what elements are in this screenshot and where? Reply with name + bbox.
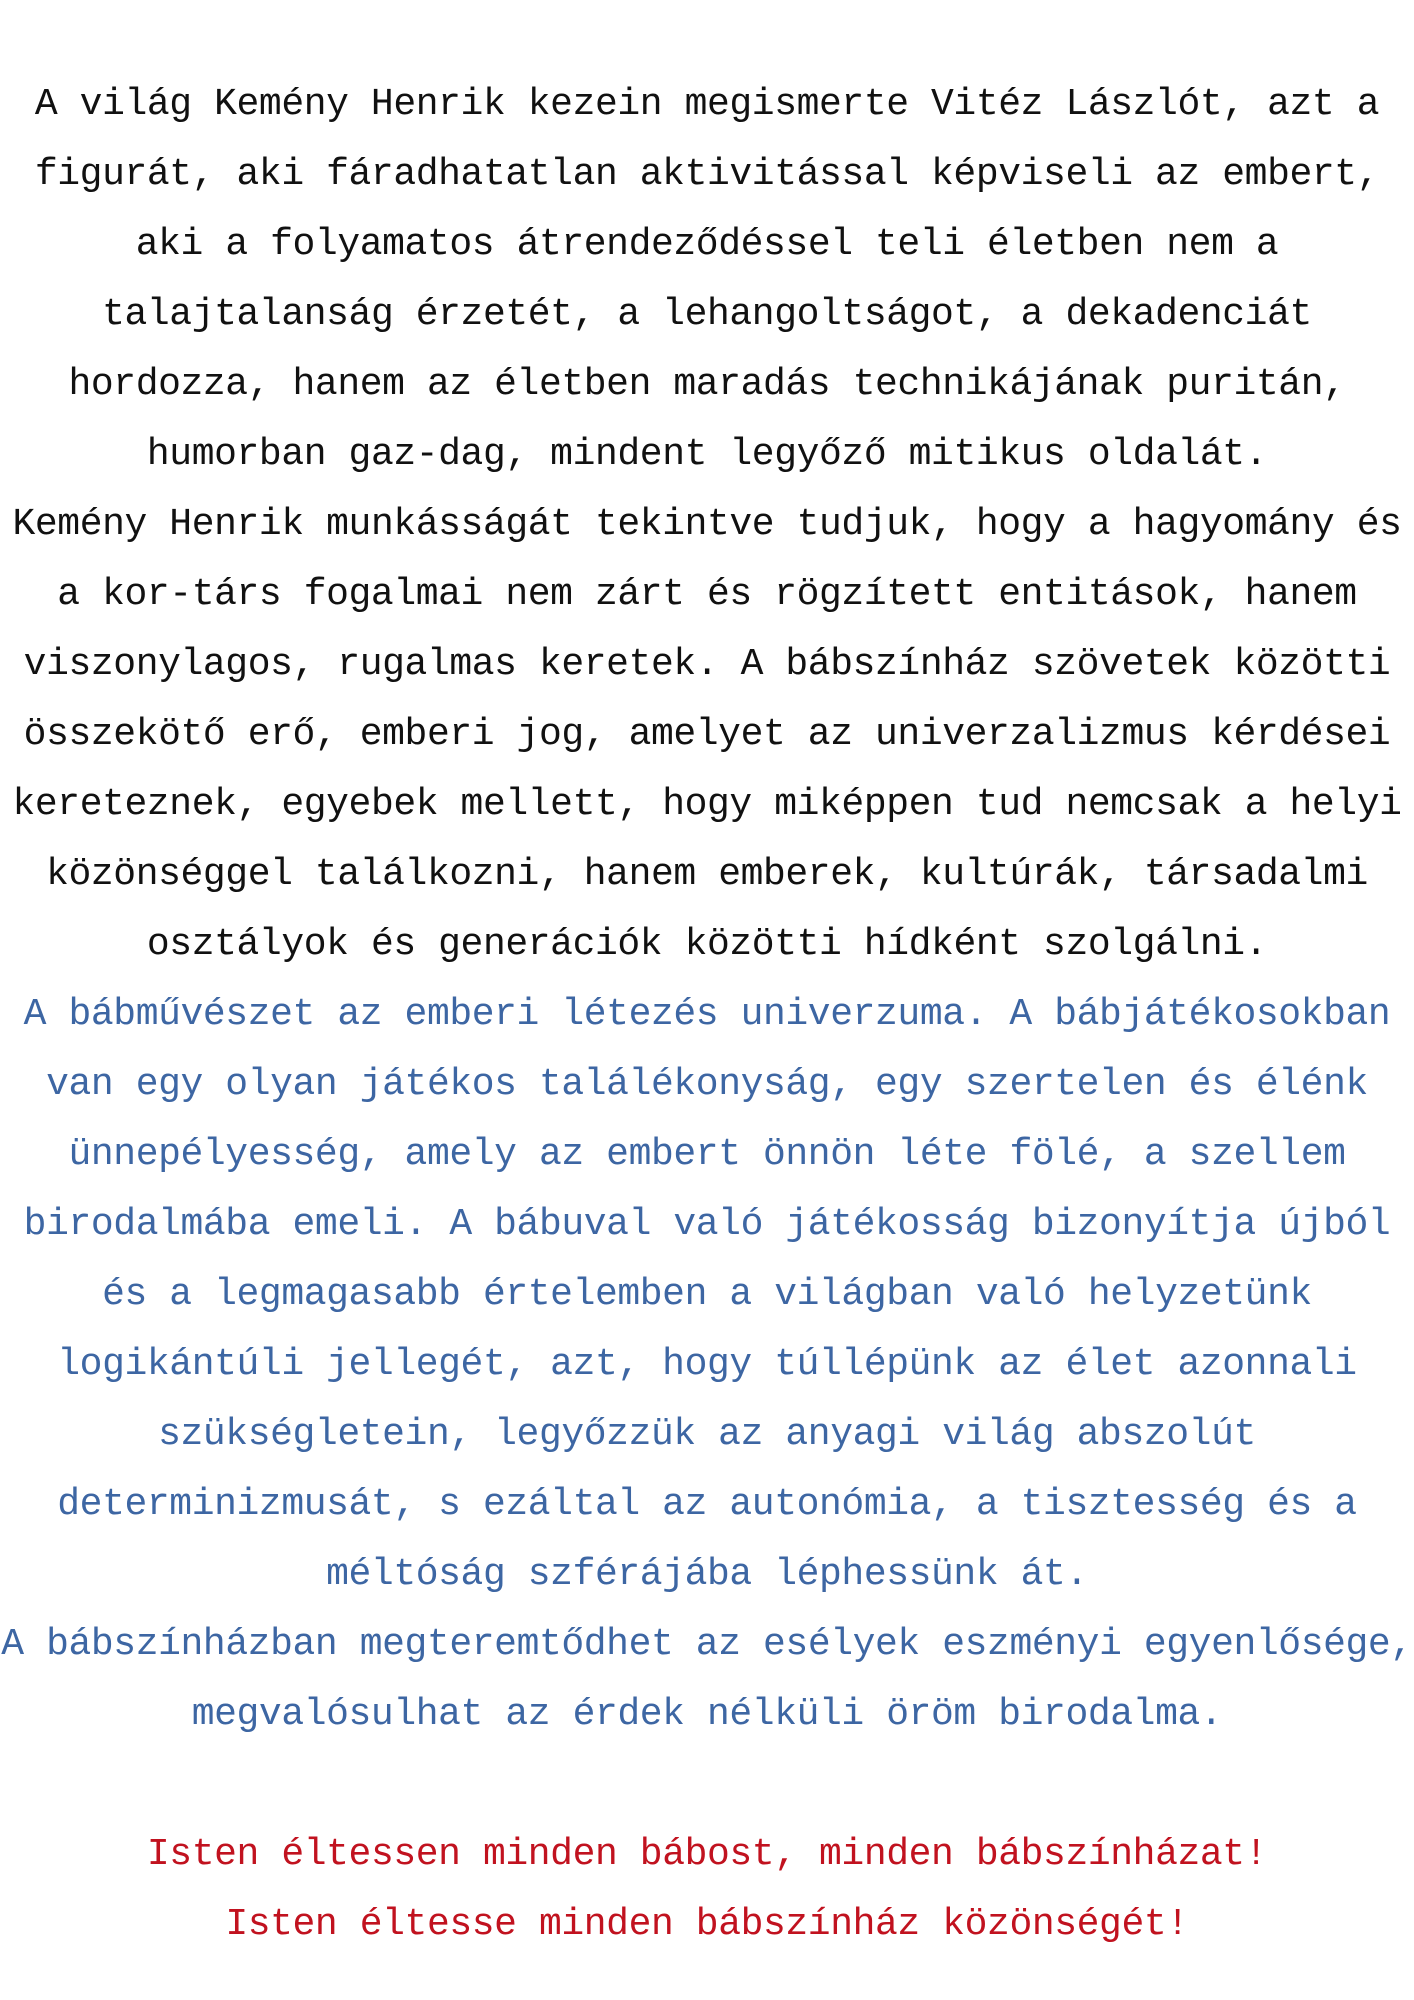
- text-line: ünnepélyesség, amely az embert önnön léte fölé, a szellem: [68, 1133, 1346, 1176]
- text-line: közönséggel találkozni, hanem emberek, kultúrák, társadalmi: [46, 853, 1368, 896]
- text-line: Isten éltesse minden bábszínház közönségét!: [225, 1903, 1189, 1946]
- paragraph-hagyomany: [0, 490, 1414, 980]
- text-line: logikántúli jellegét, azt, hogy túllépünk az élet azonnali: [57, 1343, 1357, 1386]
- text-line: hordozza, hanem az életben maradás technikájának puritán,: [68, 363, 1346, 406]
- text-line: kereteznek, egyebek mellett, hogy miképpen tud nemcsak a helyi: [12, 783, 1402, 826]
- paragraph-babszinhazban: [0, 1610, 1414, 1750]
- text-line: aki a folyamatos átrendeződéssel teli életben nem a: [135, 223, 1279, 266]
- text-line: humorban gaz-dag, mindent legyőző mitikus oldalát.: [146, 433, 1268, 476]
- text-line: viszonylagos, rugalmas keretek. A bábszínház szövetek közötti: [23, 643, 1391, 686]
- closing-blessing: [0, 1820, 1414, 1960]
- blank-line: [0, 1750, 1414, 1820]
- text-line: A bábművészet az emberi létezés univerzuma. A bábjátékosokban: [23, 993, 1391, 1036]
- text-line: birodalmába emeli. A bábuval való játékosság bizonyítja újból: [23, 1203, 1391, 1246]
- text-line: méltóság szférájába léphessünk át.: [326, 1553, 1088, 1596]
- text-line: figurát, aki fáradhatatlan aktivitással képviseli az embert,: [34, 153, 1380, 196]
- text-line: szükségletein, legyőzzük az anyagi világ abszolút: [158, 1413, 1256, 1456]
- text-line: osztályok és generációk közötti hídként szolgálni.: [146, 923, 1268, 966]
- text-line: determinizmusát, s ezáltal az autonómia, a tisztesség és a: [57, 1483, 1357, 1526]
- paragraph-babmuveszet: [0, 980, 1414, 1610]
- text-line: összekötő erő, emberi jog, amelyet az univerzalizmus kérdései: [23, 713, 1391, 756]
- paragraph-vitez-laszlo: [0, 70, 1414, 490]
- text-line: van egy olyan játékos találékonyság, egy szertelen és élénk: [46, 1063, 1368, 1106]
- text-line: és a legmagasabb értelemben a világban való helyzetünk: [102, 1273, 1312, 1316]
- text-line: Isten éltessen minden bábost, minden bábszínházat!: [146, 1833, 1268, 1876]
- text-line: A világ Kemény Henrik kezein megismerte Vitéz Lászlót, azt a: [34, 83, 1380, 126]
- text-line: A bábszínházban megteremtődhet az esélyek eszményi egyenlősége,: [1, 1623, 1413, 1666]
- text-line: talajtalanság érzetét, a lehangoltságot, a dekadenciát: [102, 293, 1312, 336]
- text-line: Kemény Henrik munkásságát tekintve tudjuk, hogy a hagyomány és: [12, 503, 1402, 546]
- text-line: megvalósulhat az érdek nélküli öröm birodalma.: [191, 1693, 1223, 1736]
- text-line: a kor-társ fogalmai nem zárt és rögzített entitások, hanem: [57, 573, 1357, 616]
